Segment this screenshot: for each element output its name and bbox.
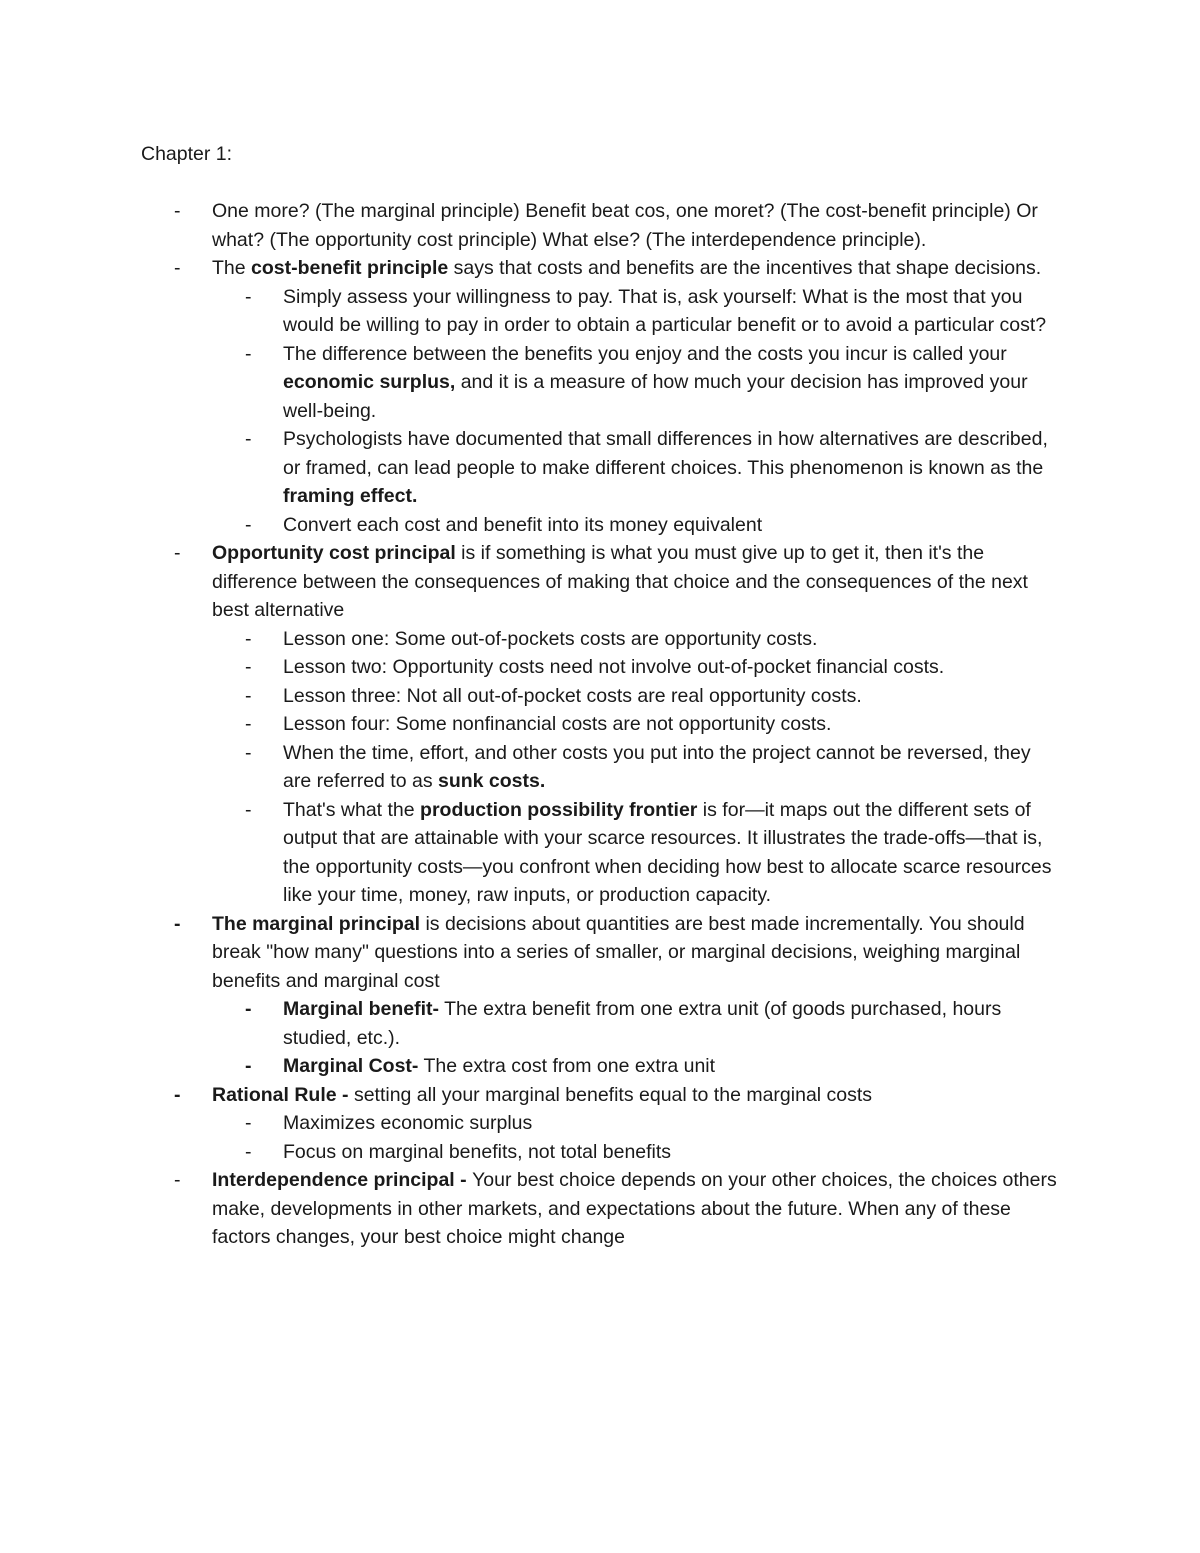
note-text: The extra cost from one extra unit xyxy=(418,1055,716,1077)
chapter-heading: Chapter 1: xyxy=(141,143,233,165)
note-text: Your best choice depends on your other choices, the choices others make, developments in other markets, and expectations about the future. When any of these factors changes, your best choice might change xyxy=(212,1169,1057,1248)
note-text: The difference between the benefits you enjoy and the costs you incur is called your xyxy=(283,342,1007,365)
note-text: and it is a measure of how much your decision has improved your well-being. xyxy=(283,371,1028,422)
note-text: Convert each cost and benefit into its money equivalent xyxy=(283,513,763,536)
sub-bullet-item xyxy=(0,1052,1058,1081)
bullet-dash: - xyxy=(174,542,181,564)
note-text: Lesson one: Some out-of-pockets costs are opportunity costs. xyxy=(283,627,818,650)
bullet-item xyxy=(0,254,1057,283)
sub-bullet-item xyxy=(0,1109,1058,1138)
bullet-dash: - xyxy=(245,684,252,707)
bold-term: The marginal principal xyxy=(212,912,421,935)
note-text: is decisions about quantities are best made incrementally. You should break "how many" questions into a series of smaller, or marginal decisions, weighing marginal benefits and marginal cost xyxy=(212,912,1025,992)
bold-term: production possibility frontier xyxy=(420,798,698,821)
bullet-dash: - xyxy=(174,257,181,279)
bullet-dash: - xyxy=(245,798,252,821)
sub-bullet-item xyxy=(0,425,1058,511)
sub-bullet-item xyxy=(0,710,1058,739)
sub-bullet-item xyxy=(0,625,1058,654)
sub-bullet-item xyxy=(0,682,1058,711)
bold-term: Rational Rule - xyxy=(212,1083,354,1106)
note-text: Psychologists have documented that small differences in how alternatives are described, or framed, can lead people to make different choices. This phenomenon is known as the xyxy=(283,428,1048,479)
note-text: The xyxy=(212,257,252,279)
note-text: Simply assess your willingness to pay. That is, ask yourself: What is the most that you would be willing to pay in order to obtain a particular benefit or to avoid a particular cost? xyxy=(283,285,1047,336)
note-text: That's what the xyxy=(283,798,421,821)
sub-bullet-item xyxy=(0,653,1058,682)
bullet-dash: - xyxy=(245,428,252,450)
sub-bullet-item xyxy=(0,796,1058,910)
bold-term: economic surplus, xyxy=(283,371,456,393)
note-text: is if something is what you must give up to get it, then it's the difference between the consequences of making that choice and the consequences of the next best alternative xyxy=(212,542,1028,621)
bold-term: Opportunity cost principal xyxy=(212,542,456,564)
bullet-dash: - xyxy=(174,1169,181,1191)
bold-term: Marginal Cost- xyxy=(283,1055,419,1077)
bullet-dash: - xyxy=(245,1055,252,1077)
note-text: Lesson two: Opportunity costs need not involve out-of-pocket financial costs. xyxy=(283,656,945,678)
bullet-dash: - xyxy=(245,513,252,536)
note-text: The extra benefit from one extra unit (of goods purchased, hours studied, etc.). xyxy=(283,998,1002,1049)
sub-bullet-item xyxy=(0,995,1058,1052)
bullet-dash: - xyxy=(174,1083,181,1106)
bullet-item xyxy=(0,910,1057,996)
note-text: Maximizes economic surplus xyxy=(283,1112,533,1134)
bullet-item xyxy=(0,197,1057,254)
bullet-dash: - xyxy=(245,713,252,735)
sub-bullet-item xyxy=(0,1138,1058,1167)
sub-bullet-item xyxy=(0,739,1058,796)
bold-term: cost-benefit principle xyxy=(251,257,449,279)
note-text: setting all your marginal benefits equal to the marginal costs xyxy=(353,1083,873,1106)
bullet-dash: - xyxy=(245,741,252,764)
sub-bullet-item xyxy=(0,283,1058,340)
sub-bullet-item xyxy=(0,340,1058,426)
bullet-dash: - xyxy=(245,627,252,650)
note-text: Focus on marginal benefits, not total benefits xyxy=(283,1140,672,1163)
bold-term: framing effect. xyxy=(283,485,418,507)
bullet-dash: - xyxy=(245,1140,252,1163)
notes-list xyxy=(0,197,1200,1252)
bullet-item xyxy=(0,1166,1057,1252)
bullet-dash: - xyxy=(245,342,252,365)
note-text: is for—it maps out the different sets of output that are attainable with your scarce resources. It illustrates the trade-offs—that is, the opportunity costs—you confront when deciding how best to allocate scarce resources like your time, money, raw inputs, or production capacity. xyxy=(283,798,1052,906)
bold-term: sunk costs. xyxy=(438,770,546,792)
note-text: Lesson four: Some nonfinancial costs are not opportunity costs. xyxy=(283,713,832,735)
note-text: Lesson three: Not all out-of-pocket costs are real opportunity costs. xyxy=(283,684,862,707)
bullet-dash: - xyxy=(174,200,181,222)
sub-bullet-item xyxy=(0,511,1058,540)
bullet-dash: - xyxy=(245,1112,252,1134)
bullet-dash: - xyxy=(174,912,181,935)
bold-term: Interdependence principal - xyxy=(212,1169,473,1191)
bold-term: Marginal benefit- xyxy=(283,998,440,1020)
bullet-dash: - xyxy=(245,285,252,308)
bullet-item xyxy=(0,1081,1057,1110)
bullet-dash: - xyxy=(245,998,252,1020)
note-text: says that costs and benefits are the incentives that shape decisions. xyxy=(448,257,1042,279)
note-text: One more? (The marginal principle) Benefit beat cos, one moret? (The cost-benefit principle) Or what? (The opportunity cost principle) What else? (The interdependence principle). xyxy=(212,200,1038,251)
note-text: When the time, effort, and other costs you put into the project cannot be reversed, they are referred to as xyxy=(283,741,1031,792)
bullet-item xyxy=(0,539,1057,625)
bullet-dash: - xyxy=(245,656,252,678)
